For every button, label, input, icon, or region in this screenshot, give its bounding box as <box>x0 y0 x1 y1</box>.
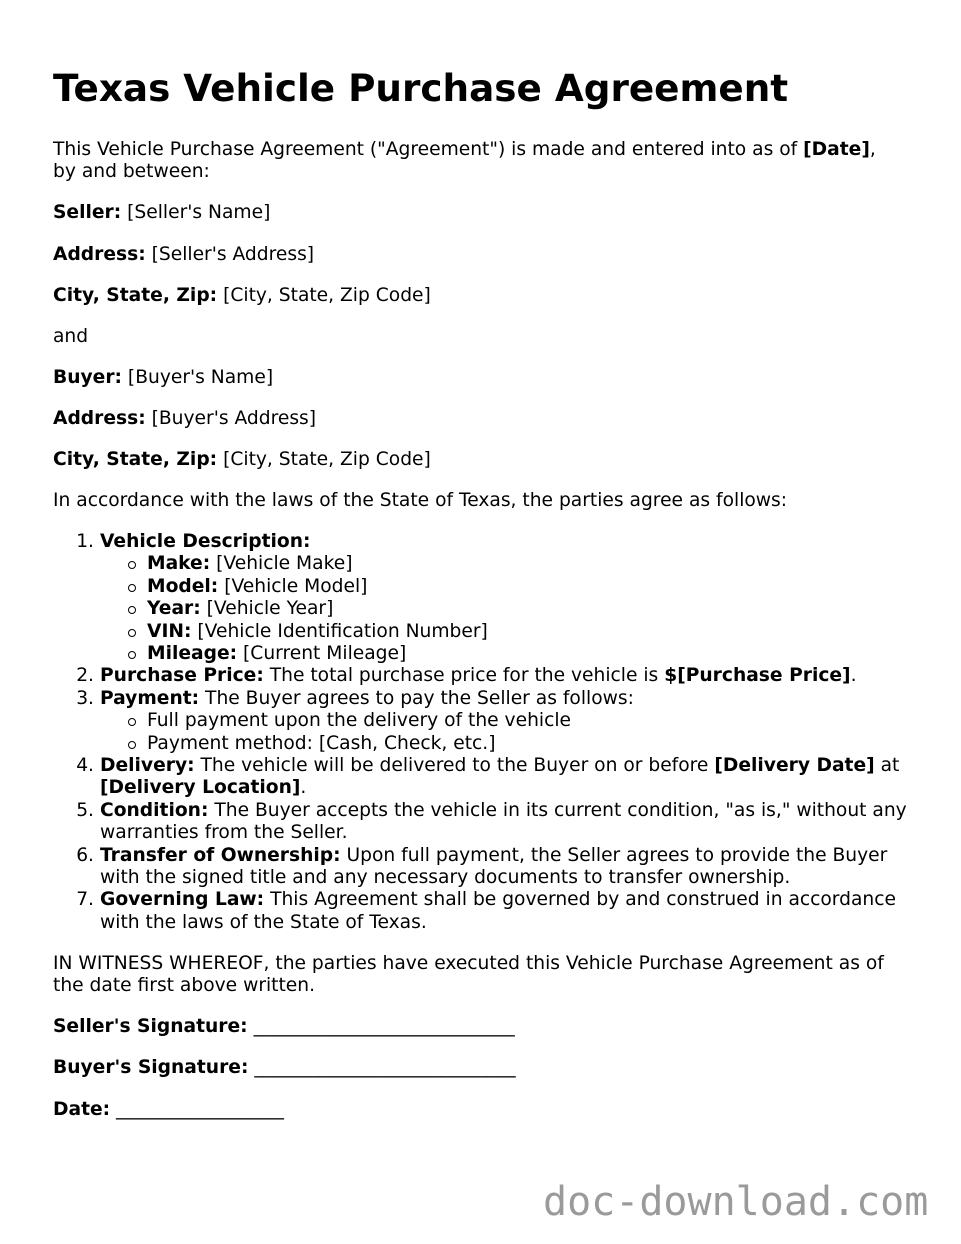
witness-text-continued: the date first above written. <box>53 975 316 997</box>
circle-bullet-icon <box>128 561 136 569</box>
document-title: Texas Vehicle Purchase Agreement <box>53 66 789 110</box>
seller-name-line <box>53 202 948 224</box>
buyer-city-label: City, State, Zip: <box>53 448 218 470</box>
vehicle-detail-make <box>147 553 948 575</box>
term-item-delivery <box>76 755 948 800</box>
term-number: 4. <box>76 755 94 777</box>
payment-option-item <box>147 710 948 732</box>
buyer-city-value: [City, State, Zip Code] <box>223 448 431 470</box>
vehicle-details-list <box>100 553 948 665</box>
seller-address-line <box>53 244 948 266</box>
term-label: Delivery: <box>100 755 195 777</box>
term-item-payment <box>76 687 948 755</box>
vehicle-detail-mileage <box>147 643 948 665</box>
vehicle-detail-model <box>147 576 948 598</box>
term-number: 1. <box>76 530 94 552</box>
signature-blank: ____________________________ <box>253 1016 515 1038</box>
circle-bullet-icon <box>128 629 136 637</box>
detail-value: [Vehicle Model] <box>224 575 368 597</box>
term-label: Vehicle Description: <box>100 530 311 552</box>
term-number: 6. <box>76 844 94 866</box>
buyer-address-label: Address: <box>53 407 146 429</box>
delivery-location-placeholder: [Delivery Location] <box>100 777 301 799</box>
term-label: Condition: <box>100 799 209 821</box>
terms-list <box>53 531 948 934</box>
term-text: The total purchase price for the vehicle is <box>269 665 659 687</box>
site-watermark: doc-download.com <box>543 1179 929 1225</box>
circle-bullet-icon <box>128 606 136 614</box>
circle-bullet-icon <box>128 584 136 592</box>
term-number: 5. <box>76 799 94 821</box>
term-number: 3. <box>76 687 94 709</box>
term-text: The Buyer agrees to pay the Seller as follows: <box>205 687 634 709</box>
term-label: Purchase Price: <box>100 665 264 687</box>
seller-signature-line <box>53 1016 948 1038</box>
signature-blank: __________________ <box>116 1098 284 1120</box>
buyer-name-value: [Buyer's Name] <box>127 366 274 388</box>
intro-paragraph <box>53 139 948 184</box>
term-text-continued: warranties from the Seller. <box>100 822 348 844</box>
term-item-purchase-price <box>76 665 948 687</box>
terms-intro: In accordance with the laws of the State of Texas, the parties agree as follows: <box>53 489 788 511</box>
signature-label: Buyer's Signature: <box>53 1057 249 1079</box>
buyer-address-line <box>53 408 948 430</box>
term-text: Upon full payment, the Seller agrees to provide the Buyer <box>346 844 888 866</box>
detail-value: [Vehicle Identification Number] <box>197 620 488 642</box>
term-text-continued: with the signed title and any necessary documents to transfer ownership. <box>100 867 791 889</box>
seller-city-value: [City, State, Zip Code] <box>223 284 431 306</box>
purchase-price-placeholder: $[Purchase Price] <box>664 665 851 687</box>
detail-value: [Current Mileage] <box>243 643 407 664</box>
signature-blank: ____________________________ <box>254 1057 516 1079</box>
term-punctuation: . <box>300 777 307 799</box>
payment-option-text: Full payment upon the delivery of the vehicle <box>147 710 572 732</box>
detail-label: Mileage: <box>147 643 238 664</box>
detail-label: Model: <box>147 575 219 597</box>
circle-bullet-icon <box>128 651 136 659</box>
term-label: Payment: <box>100 687 200 709</box>
agreement-date-placeholder: [Date] <box>803 139 870 160</box>
term-text-after: at <box>880 755 900 777</box>
payment-option-text: Payment method: [Cash, Check, etc.] <box>147 732 496 754</box>
witness-clause <box>53 953 948 998</box>
seller-name-label: Seller: <box>53 202 122 224</box>
seller-name-value: [Seller's Name] <box>127 202 271 224</box>
term-label: Transfer of Ownership: <box>100 844 341 866</box>
vehicle-detail-vin <box>147 621 948 643</box>
seller-city-line <box>53 285 948 307</box>
detail-label: Year: <box>147 598 201 620</box>
buyer-address-value: [Buyer's Address] <box>151 407 317 429</box>
vehicle-detail-year <box>147 598 948 620</box>
term-number: 2. <box>76 665 94 687</box>
witness-text: IN WITNESS WHEREOF, the parties have executed this Vehicle Purchase Agreement as of <box>53 952 884 974</box>
circle-bullet-icon <box>128 741 136 749</box>
term-punctuation: . <box>850 665 857 687</box>
seller-address-label: Address: <box>53 243 146 265</box>
detail-value: [Vehicle Year] <box>206 598 334 620</box>
detail-label: VIN: <box>147 620 192 642</box>
signature-label: Seller's Signature: <box>53 1016 248 1038</box>
buyer-signature-line <box>53 1057 948 1079</box>
seller-address-value: [Seller's Address] <box>151 243 315 265</box>
buyer-name-label: Buyer: <box>53 366 122 388</box>
signature-label: Date: <box>53 1098 111 1120</box>
intro-punctuation: , <box>869 139 876 160</box>
term-item-vehicle-description <box>76 530 948 665</box>
payment-option-item <box>147 733 948 755</box>
term-item-governing-law <box>76 889 948 934</box>
detail-label: Make: <box>147 553 211 575</box>
term-label: Governing Law: <box>100 889 265 911</box>
term-text: This Agreement shall be governed by and construed in accordance <box>270 889 896 911</box>
intro-text: This Vehicle Purchase Agreement ("Agreement") is made and entered into as of <box>53 139 798 160</box>
term-item-transfer-of-ownership <box>76 844 948 890</box>
parties-conjunction: and <box>53 325 89 347</box>
term-text: The vehicle will be delivered to the Buyer on or before <box>200 755 709 777</box>
seller-city-label: City, State, Zip: <box>53 284 218 306</box>
circle-bullet-icon <box>128 718 136 726</box>
term-item-condition <box>76 799 948 845</box>
buyer-name-line <box>53 367 948 389</box>
agreement-document <box>53 66 948 1140</box>
term-text: The Buyer accepts the vehicle in its current condition, "as is," without any <box>214 799 907 821</box>
detail-value: [Vehicle Make] <box>216 553 353 575</box>
term-number: 7. <box>76 889 94 911</box>
buyer-city-line <box>53 449 948 471</box>
term-text-continued: with the laws of the State of Texas. <box>100 911 427 933</box>
delivery-date-placeholder: [Delivery Date] <box>714 755 875 777</box>
signature-date-line <box>53 1099 948 1121</box>
payment-options-list <box>100 710 948 755</box>
intro-text-continued: by and between: <box>53 161 210 183</box>
